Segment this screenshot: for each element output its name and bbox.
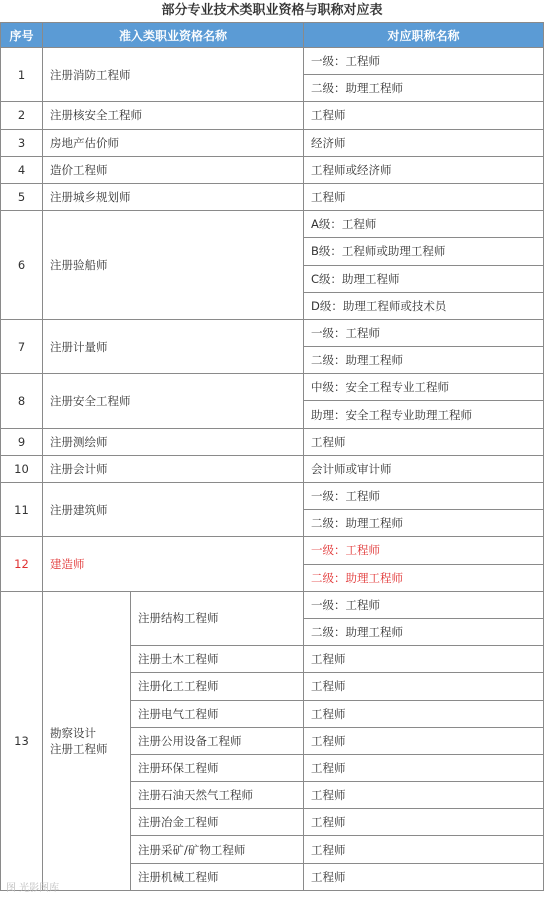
row-title: 工程师: [304, 727, 544, 754]
row-group-qualification: [43, 591, 131, 890]
row-seq: 3: [1, 129, 43, 156]
row-title: 工程师: [304, 809, 544, 836]
group-line-1: 勘察设计: [50, 725, 96, 740]
row-seq: 5: [1, 183, 43, 210]
row-title: 工程师: [304, 700, 544, 727]
row-title: 工程师: [304, 863, 544, 890]
row-title: 一级：工程师: [304, 537, 544, 564]
watermark: 图 光影图库: [6, 883, 60, 894]
table-row: [1, 211, 544, 238]
sub-qualification: 注册结构工程师: [131, 591, 304, 645]
row-title: 中级：安全工程专业工程师: [304, 374, 544, 401]
header-qualification: 准入类职业资格名称: [43, 23, 304, 48]
row-title: 工程师: [304, 673, 544, 700]
row-title: A级：工程师: [304, 211, 544, 238]
row-title: B级：工程师或助理工程师: [304, 238, 544, 265]
table-row: [1, 48, 544, 75]
row-title: 工程师: [304, 646, 544, 673]
sub-qualification: 注册电气工程师: [131, 700, 304, 727]
row-title: D级：助理工程师或技术员: [304, 292, 544, 319]
row-seq: 1: [1, 48, 43, 102]
row-qualification: 注册建筑师: [43, 483, 304, 537]
row-seq: 4: [1, 156, 43, 183]
row-seq: 6: [1, 211, 43, 320]
sub-qualification: 注册机械工程师: [131, 863, 304, 890]
sub-qualification: 注册环保工程师: [131, 754, 304, 781]
table-row: [1, 428, 544, 455]
row-title: 经济师: [304, 129, 544, 156]
header-seq: 序号: [1, 23, 43, 48]
table-header-row: [1, 23, 544, 48]
qualification-table: [0, 22, 544, 891]
table-row: [1, 537, 544, 564]
row-qualification: 注册验船师: [43, 211, 304, 320]
header-title: 对应职称名称: [304, 23, 544, 48]
sub-qualification: 注册公用设备工程师: [131, 727, 304, 754]
row-seq: 9: [1, 428, 43, 455]
sub-qualification: 注册土木工程师: [131, 646, 304, 673]
table-row: [1, 183, 544, 210]
row-title: 二级：助理工程师: [304, 347, 544, 374]
sub-qualification: 注册采矿/矿物工程师: [131, 836, 304, 863]
row-qualification: 注册测绘师: [43, 428, 304, 455]
row-title: 二级：助理工程师: [304, 564, 544, 591]
row-title: 一级：工程师: [304, 591, 544, 618]
row-qualification: 注册核安全工程师: [43, 102, 304, 129]
row-qualification: 注册消防工程师: [43, 48, 304, 102]
row-qualification: 建造师: [43, 537, 304, 591]
row-title: 二级：助理工程师: [304, 618, 544, 645]
row-title: 二级：助理工程师: [304, 75, 544, 102]
row-title: 助理：安全工程专业助理工程师: [304, 401, 544, 428]
row-qualification: 注册计量师: [43, 319, 304, 373]
row-title: 工程师或经济师: [304, 156, 544, 183]
table-row: [1, 319, 544, 346]
table-row: [1, 483, 544, 510]
sub-qualification: 注册冶金工程师: [131, 809, 304, 836]
table-row: [1, 374, 544, 401]
table-row: [1, 102, 544, 129]
row-title: 一级：工程师: [304, 319, 544, 346]
row-title: 工程师: [304, 102, 544, 129]
row-title: 工程师: [304, 754, 544, 781]
table-row: [1, 455, 544, 482]
row-qualification: 房地产估价师: [43, 129, 304, 156]
row-title: 二级：助理工程师: [304, 510, 544, 537]
row-qualification: 注册安全工程师: [43, 374, 304, 428]
row-seq: 2: [1, 102, 43, 129]
row-title: 一级：工程师: [304, 48, 544, 75]
page-title: 部分专业技术类职业资格与职称对应表: [161, 3, 383, 18]
sub-qualification: 注册石油天然气工程师: [131, 782, 304, 809]
row-qualification: 造价工程师: [43, 156, 304, 183]
row-title: C级：助理工程师: [304, 265, 544, 292]
row-qualification: 注册城乡规划师: [43, 183, 304, 210]
row-title: 会计师或审计师: [304, 455, 544, 482]
table-row: [1, 156, 544, 183]
table-row: [1, 129, 544, 156]
row-title: 工程师: [304, 836, 544, 863]
sub-qualification: 注册化工工程师: [131, 673, 304, 700]
row-title: 工程师: [304, 183, 544, 210]
row-title: 工程师: [304, 782, 544, 809]
row-seq: 12: [1, 537, 43, 591]
row-title: 工程师: [304, 428, 544, 455]
row-seq: 10: [1, 455, 43, 482]
row-qualification: 注册会计师: [43, 455, 304, 482]
row-seq: 7: [1, 319, 43, 373]
table-row: [1, 591, 544, 618]
row-title: 一级：工程师: [304, 483, 544, 510]
row-seq: 8: [1, 374, 43, 428]
row-seq: 11: [1, 483, 43, 537]
row-seq: 13: [1, 591, 43, 890]
group-line-2: 注册工程师: [50, 741, 108, 756]
